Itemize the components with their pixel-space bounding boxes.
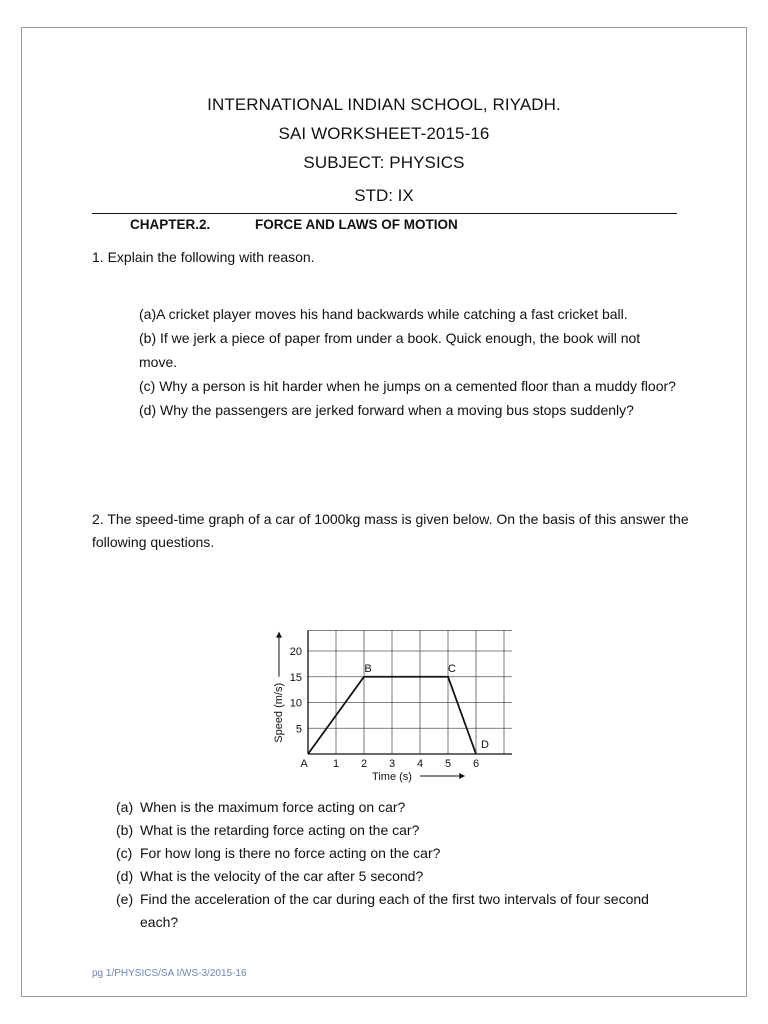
question-2a-text: When is the maximum force acting on car?	[140, 799, 406, 815]
page-footer: pg 1/PHYSICS/SA I/WS-3/2015-16	[92, 968, 247, 979]
question-1b: (b) If we jerk a piece of paper from under a book. Quick enough, the book will not move.	[139, 330, 641, 370]
chapter-title: FORCE AND LAWS OF MOTION	[255, 217, 458, 232]
origin-label: A	[300, 758, 308, 770]
question-2e	[116, 888, 686, 934]
question-2c	[116, 842, 686, 865]
y-tick-label: 5	[295, 723, 302, 736]
question-2c-text: For how long is there no force acting on the car?	[140, 845, 441, 861]
question-1-prompt: 1. Explain the following with reason.	[92, 249, 315, 265]
question-2d-text: What is the velocity of the car after 5 second?	[140, 868, 424, 884]
x-tick-label: 3	[388, 758, 396, 770]
question-1a: (a)A cricket player moves his hand backwards while catching a fast cricket ball.	[139, 306, 628, 322]
question-2c-label: (c)	[116, 845, 133, 861]
question-2e-text: Find the acceleration of the car during each of the first two intervals of four second each?	[140, 891, 649, 930]
subject-line: SUBJECT: PHYSICS	[303, 153, 465, 172]
question-1-parts	[139, 302, 679, 422]
question-2b-text: What is the retarding force acting on the car?	[140, 822, 420, 838]
x-axis-arrow-head	[459, 773, 465, 779]
worksheet-title: SAI WORKSHEET-2015-16	[278, 124, 490, 143]
header-divider	[92, 213, 677, 214]
x-tick-label: 5	[444, 758, 452, 770]
point-label-c: C	[448, 662, 456, 675]
x-tick-label: 6	[472, 758, 480, 770]
speed-time-graph	[262, 618, 512, 788]
x-tick-label: 1	[332, 758, 340, 770]
question-2d-label: (d)	[116, 868, 134, 884]
y-tick-label: 10	[289, 697, 302, 710]
standard-line: STD: IX	[354, 186, 414, 205]
question-1c: (c) Why a person is hit harder when he jumps on a cemented floor than a muddy floor?	[139, 378, 676, 394]
chapter-number: CHAPTER.2.	[130, 217, 211, 232]
y-axis-arrow-head	[276, 632, 282, 638]
question-2-parts	[116, 796, 686, 934]
speed-time-graph-svg	[262, 618, 512, 788]
x-tick-label: 4	[416, 758, 424, 770]
point-label-d: D	[481, 739, 489, 751]
question-1d: (d) Why the passengers are jerked forward when a moving bus stops suddenly?	[139, 402, 634, 418]
question-2d	[116, 865, 686, 888]
question-2a-label: (a)	[116, 799, 134, 815]
x-tick-label: 2	[360, 758, 368, 770]
worksheet-header	[0, 90, 768, 177]
question-2-prompt: 2. The speed-time graph of a car of 1000kg mass is given below. On the basis of this answer the following questions.	[92, 511, 689, 550]
x-axis-label: Time (s)	[372, 771, 412, 783]
point-label-b: B	[364, 662, 372, 675]
y-axis-label: Speed (m/s)	[273, 682, 285, 743]
y-tick-label: 15	[289, 671, 302, 684]
school-name: INTERNATIONAL INDIAN SCHOOL, RIYADH.	[207, 95, 561, 114]
y-tick-label: 20	[289, 646, 302, 658]
question-2a	[116, 796, 686, 819]
question-2b-label: (b)	[116, 822, 134, 838]
question-2b	[116, 819, 686, 842]
question-2e-label: (e)	[116, 891, 134, 907]
